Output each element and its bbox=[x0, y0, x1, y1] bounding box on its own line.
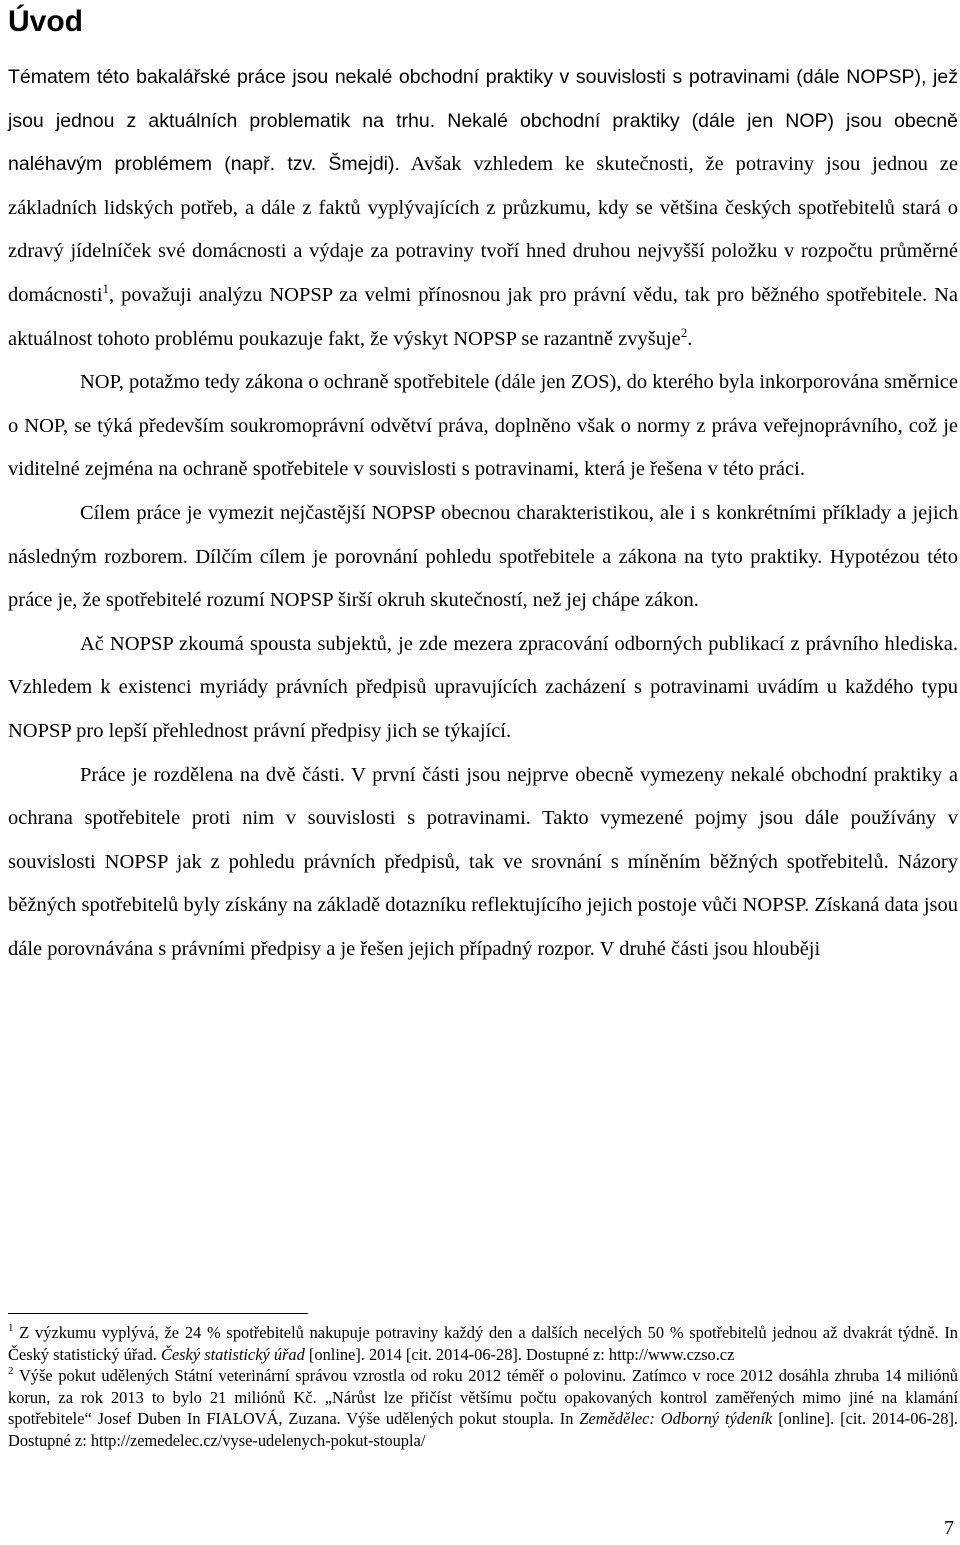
paragraph-research-gap: Ač NOPSP zkoumá spousta subjektů, je zde mezera zpracování odborných publikací z právního hlediska. Vzhledem k existenci myriády právních předpisů upravujících zacházení s potravinami uvádím u každého typu NOPSP pro lepší přehlednost právní předpisy jich se týkající. bbox=[8, 632, 958, 742]
page-number: 7 bbox=[944, 1517, 954, 1539]
intro-text-a: Avšak vzhledem ke skutečnosti, že potraviny jsou jednou ze základních lidských potřeb, a dále z faktů vyplývajících z průzkumu, kdy se většina českých spotřebitelů stará o zdravý jídelníček své domácnosti a výdaje za potraviny tvoří hned druhou nejvyšší položku v rozpočtu průměrné domácnosti bbox=[8, 153, 958, 306]
intro-text-c: . bbox=[687, 327, 693, 350]
footnote-1 bbox=[8, 1322, 958, 1365]
paragraph-intro bbox=[8, 56, 958, 361]
footnote-1-source-title: Český statistický úřad bbox=[160, 1344, 305, 1364]
footnote-2-source-title: Zemědělec: Odborný týdeník bbox=[579, 1409, 773, 1429]
footnotes bbox=[8, 1322, 958, 1452]
intro-sans-text: Tématem této bakalářské práce jsou nekalé obchodní praktiky v souvislosti s potravinami (dále NOPSP), jež jsou jednou z aktuálních problematik na trhu. Nekalé obchodní praktiky (dále jen NOP) jsou obecně naléhavým problémem (např. tzv. Šmejdi). bbox=[8, 66, 958, 176]
footnote-1-text-b: [online]. 2014 [cit. 2014-06-28]. Dostupné z: http://www.czso.cz bbox=[304, 1344, 735, 1364]
section-heading: Úvod bbox=[8, 5, 83, 38]
footnote-2-text-a: Výše pokut udělených Státní veterinární správou vzrostla od roku 2012 téměř o polovinu. Zatímco v roce 2012 dosáhla zhruba 14 miliónů korun, za rok 2013 to bylo 21 miliónů Kč. „Nárůst lze přičíst většímu počtu opakovaných kontrol zaměřených mimo jiné na klamání spotřebitele“ Josef Duben In FIALOVÁ, Zuzana. Výše udělených pokut stoupla. In bbox=[8, 1366, 958, 1429]
footnote-1-text-a: Z výzkumu vyplývá, že 24 % spotřebitelů nakupuje potraviny každý den a dalších necelých 50 % spotřebitelů jednou až dvakrát týdně. In Český statistický úřad. bbox=[8, 1323, 958, 1364]
footnote-separator bbox=[8, 1313, 308, 1314]
paragraph-nop-law: NOP, potažmo tedy zákona o ochraně spotřebitele (dále jen ZOS), do kterého byla inkorporována směrnice o NOP, se týká především soukromoprávní odvětví práva, doplněno však o normy z práva veřejnoprávního, což je viditelné zejména na ochraně spotřebitele v souvislosti s potravinami, která je řešena v této práci. bbox=[8, 371, 958, 481]
footnote-2-text-b: [online]. [cit. 2014-06-28]. Dostupné z: http://zemedelec.cz/vyse-udelenych-pokut-stoupla/ bbox=[8, 1409, 959, 1450]
paragraph-structure: Práce je rozdělena na dvě části. V první části jsou nejprve obecně vymezeny nekalé obchodní praktiky a ochrana spotřebitele proti nim v souvislosti s potravinami. Takto vymezené pojmy jsou dále používány v souvislosti NOPSP jak z pohledu právních předpisů, tak ve srovnání s míněním běžných spotřebitelů. Názory běžných spotřebitelů byly získány na základě dotazníku reflektujícího jejich postoje vůči NOPSP. Získaná data jsou dále porovnávána s právními předpisy a je řešen jejich případný rozpor. V druhé části jsou hlouběji bbox=[8, 763, 958, 960]
intro-text-b: , považuji analýzu NOPSP za velmi přínosnou jak pro právní vědu, tak pro běžného spotřebitele. Na aktuálnost tohoto problému poukazuje fakt, že výskyt NOPSP se razantně zvyšuje bbox=[8, 283, 958, 350]
footnote-2 bbox=[8, 1365, 958, 1451]
footnote-ref-2: 2 bbox=[680, 324, 688, 340]
body-text bbox=[8, 56, 958, 971]
paragraph-aim: Cílem práce je vymezit nejčastější NOPSP obecnou charakteristikou, ale i s konkrétními příklady a jejich následným rozborem. Dílčím cílem je porovnání pohledu spotřebitele a zákona na tyto praktiky. Hypotézou této práce je, že spotřebitelé rozumí NOPSP širší okruh skutečností, než jej chápe zákon. bbox=[8, 501, 958, 612]
footnote-2-number: 2 bbox=[8, 1365, 14, 1378]
footnote-ref-1: 1 bbox=[102, 280, 110, 296]
footnote-1-number: 1 bbox=[8, 1322, 14, 1334]
